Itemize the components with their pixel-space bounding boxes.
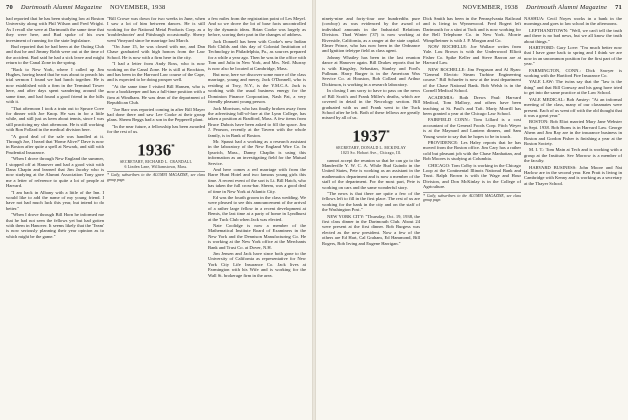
column-paragraph: "When I drove through Bill Horn he informed me that he had not seen the fellows yet but had gotten with them in Hanover. It seems likely that the 'Team' is now seriously planning their year opinion as to which might be the game." — [6, 212, 104, 239]
column-paragraph: "When I drove through New England the summer, I stopped off at Hanover and had a good visit with Dana Chapin and learned that Jim Jacoby who is now studying at the Alumni Association Tony gave me a letter of reference to quite a lot of people at Harvard. — [6, 156, 104, 189]
left-magazine-title: Dartmouth Alumni Magazine — [20, 4, 102, 11]
column-paragraph: NASHUA: Cecil Noyes works in a bank in the mornings and goes to law school in the afternoons. — [524, 16, 622, 27]
column-paragraph: YALE LAW: The twins say that the "law is the thing" and that Bill Conway and his gang have tried to get into the same practice at the Law School. — [524, 79, 622, 96]
right-issue-date: NOVEMBER, 1938 — [462, 4, 519, 11]
column-paragraph: PROVIDENCE: Les Haley reports that he has moved from the Boston office. Jim Cary has a rather cold but pleasant job with the Chase Manhattan, and Bob Moores is studying at Columbia. — [423, 139, 521, 162]
column-paragraph: Jack Donnell has been with Cooke's new Indian Bob Childs and this day of Colonial Institution of Technology in Philadelphia, Pa., as sources prepared for a while a year ago. Then he was in the office with Tom and Julia in New York, and Mrs. Neil. Murray is now also be located at Cambridge, Mass. — [208, 38, 306, 71]
column-paragraph: YALE MEDICAL: Bob Anstey: "At an informal meeting of the class, many of our classmates were present. Each of us went off with the old thought that it was a great year." — [524, 96, 622, 118]
right-magazine-title: Dartmouth Alumni Magazine — [526, 4, 608, 11]
column-paragraph: Jack Morrison, who has finally broken away from the advertising bill-of-fare at the Lynn College, has taken a position at Bradford, Mass. A few items from Bruce Dubois have been asked to fill the space. Jim J. Pearson, recently at the Tavern with the whole family, is in Bank of Boston. — [208, 105, 306, 138]
class-secretary-1937: SECRETARY, DONALD L. MCKINLAY 1023 So. Hobart Ave., Chicago, Ill. — [335, 146, 407, 155]
column-paragraph: Mr. Spaust had a working as a research assistant in the laboratory of the New England Wire Co. In Ipswich, Mass., Danny Chaplin is using this information as an investigating field for the Mutual Service. — [208, 138, 306, 166]
column-5 — [423, 16, 521, 414]
column-paragraph: "A good deal of the sale was handled at it. Through Joe, I heard that 'Home Alive?' Dave is now in Boston after quite a spell at Newark, and still with Prudential Insurance. — [6, 133, 104, 155]
column-paragraph: CHICAGO: Tom Colby is working in the Chicago Loop at the Continental Illinois National Bank and Trust. Ralph Brown is with the Wage and Hour Division, and Don McKinlay is in the College of Agriculture. — [423, 162, 521, 190]
column-paragraph: "I had a letter from Andy Ross, who is now working on the Canal Zone. He is still at Brockton, and has been in the Harvard Law course of the Cape, and is expected to be doing prosper well. — [107, 61, 205, 83]
column-paragraph: FAIRFIELD CONN.: Tom Lillard is a cost accountant of the General Foods Corp. Fitch Weyer is at the Maynard and Lantern dinners, and Sam Young wrote to say that he hopes to be in touch. — [423, 117, 521, 139]
column-paragraph: Nate Coolidge is now a member of the Mathematical Institute Board of Examiners in the New York and the Dennison Manufacturing Co. He is working at the New York office at the Merchants Bank and Trust Co. at Dover, N.H. — [208, 223, 306, 250]
left-running-head — [6, 4, 306, 11]
column-paragraph: FARMINGTON, CONN.: Dick Sawyer is working with the Hartford Fire Insurance Co. — [524, 67, 622, 79]
left-folio: 70 — [6, 4, 13, 11]
column-3 — [208, 16, 306, 414]
column-6 — [524, 16, 622, 414]
column-paragraph: Jim Jensen and Jack have since both gone to the University of California as representative for New York City Life Insurance Co. Jack lives at Farmington with his Wife and is working for the Wall St. brokerage firm in the area. — [208, 251, 306, 278]
column-paragraph: had reported that he has been studying law at Boston University along with Phil Wilson and Fred Wright. As I recall she were at Dartmouth the same time that they were here, and Bud spoke of his own investment of running for the state legislature. — [6, 16, 104, 43]
right-running-head — [322, 4, 622, 11]
column-paragraph: "Bill Crowe was down for two weeks in June, when I saw a lot of him between dances. He is still working for the National Metal Products Corp. as a 'troubleshooter' and Pittsburgh occasionally. Sherry went Vineyard since he marriage last March. — [107, 16, 205, 43]
right-page — [316, 0, 628, 420]
class-year-heading-1936: 1936* — [137, 140, 175, 160]
column-paragraph: ACADEMIA: Both Drews Paul: Harvard Medical, Tom Mallory, and others have been teaching at St. Paul's and Taft. Marty Morrill has been granted a year at the Chicago Law School. — [423, 94, 521, 116]
column-4 — [322, 16, 420, 414]
column-paragraph: NEW ROCHELLE: Jim Ferguson and Al Ryan: "General Electric Steam Turbine Engineering course." Bill Schaefer is now at the trust department of the Chase National Bank. Bob Welsh is in the Cornell Medical School. — [423, 66, 521, 94]
column-paragraph: Johnny Whatley has been in the last reunion dance at Hanover again. Bill Drakes reports that he is with Kingsley, Sebastian, Stanley and Ford's Pullman. Harry Burger is in the American Wax Service Co. at Houston, Bob Collard and Arthur Dickinson, is working in a research laboratory. — [322, 54, 420, 87]
column-paragraph: "At the same time I visited Bill Hansen, who is now a bookkeeper and has a full-time position with a firm at Windham. He was dean of the department of Republican Club. — [107, 83, 205, 106]
class-year-heading-1937: 1937* — [352, 126, 390, 146]
column-paragraph: LEFTHANDTOWN: "Well, we can't tell the truth and there is no bad news, but we all know the truth about things." — [524, 27, 622, 44]
column-paragraph: ninety-nine and forty-four one hundredths pure (cowboy) as was evidenced by the award of individual amounts in the Industrial Relations Division. Thad Winter ('37) is now working at Riverside, California, as a ranger at the state capital. Elmer Prince, who has now been in the Ordnance and Ignition teletype field as class agent. — [322, 16, 420, 54]
column-paragraph: "That afternoon I took a train out to Spruce Cove for dinner with Joe Knop. He was in for a little while, and still just as keen about tennis, since I was still practicing my shot afternoon. He is still working with Ron Follard in the medical division here. — [6, 105, 104, 133]
column-paragraph: Dick Smith has been in the Pennsylvania Railroad and is living in Wynnewood. Fred Bogert left Dartmouth for a stint at Tuck and is now working for the Bell Telephone Co. in New York. Morrie Wimpfheimer is with J. P. Morgan and Co. — [423, 16, 521, 43]
class-footnote-1937: * Gaily, subscribers to the ALUMNI MAGAZINE, see class group page. — [423, 193, 521, 202]
column-paragraph: Ed was the fourth groom in the class wedding. We were pleased to see this announcement of the arrival of a rather large fellow in a recent development at Bemis, the last time at a party of home in Lyndhurst at the Tuck Club when Jack was elected. — [208, 195, 306, 222]
column-paragraph: "In the near future, a fellowship has been awarded for the rest of us. — [107, 123, 205, 135]
column-paragraph: Bud reported that he had been at the Outing Club and that he and Jimmy Robb were out at the time of the accident. Bud said he had a sick leave and might return to the Canal Zone in the spring. — [6, 44, 104, 66]
column-paragraph: M. I. T.: Tom Main at Tech and is working with a group at the Institute. Sev Morrow is a member of the faculty. — [524, 147, 622, 164]
column-paragraph: And here comes a red marriage with from the Barre Hunt Hotel and two famous young girls this time. A recent event of the sort is Lt. Bill Hatch, who has taken the full cross-bar. Sherm, was a good deal of time in New York at Atlantic City. — [208, 166, 306, 194]
class-secretary-1936: SECRETARY, RICHARD L. CRANDALL 6 Linden Lane, Williamstown, Mass. — [120, 160, 192, 169]
column-1 — [6, 16, 104, 414]
column-paragraph: NOW ROCHELLE: Joe Wallace writes from Yale. Lou Brown is with the Underwood Elliott Fisher Co. Spike Keller and Steve Barron are at Harvard Law. — [423, 44, 521, 66]
column-paragraph: a few miles from the registration point of Les Meyel. And so we drove the lot of base facts uncontrolled by the dynamic ideas. Brian Cooke was largely as before, scoring their part in the changes of address. — [208, 16, 306, 38]
column-paragraph: HARVARD BUSINESS: John Moore and Nat Harlow are in the second year. Ken Pratt is living in Cambridge with Kenny and is working as a secretary at the Thayer School. — [524, 164, 622, 186]
right-folio: 71 — [615, 4, 622, 11]
column-paragraph: "Back to New York, where I called up Jim Hughes, having heard that he was about to preach his trial sermon I found we had lunch together. He is now established with a firm in the Terminal Tower here, and after days spent wandering around the same time, and had found a good friend in the hills with it. — [6, 66, 104, 105]
column-paragraph: "I am back in Albany with a little of the Inn. I would like to add the name of my young friend. I have not had much luck this year, but intend to do better." — [6, 189, 104, 211]
column-paragraph: "The news is that there are quite a few of the fellows left to fill in the first place. The rest of us are working for the bank in the city and on the staff of the Washington Post." — [322, 191, 420, 213]
left-issue-date: NOVEMBER, 1938 — [109, 4, 166, 11]
column-paragraph: NEW YORK CITY: "Thursday, Oct. 19, 1938, the first class dinner in the Dartmouth Club. About 24 were present at the first dinner. Bob Burgess was elected as the new president. Now a few of the others are Ed Hart, Cal Graham, Ed Hammond, Bill Rogers, Bob Irving and Eugene Harrigan." — [322, 213, 420, 246]
class-footnote-1936: * Gaily, subscribers to the ALUMNI MAGAZINE, see class group page. — [107, 173, 205, 182]
column-paragraph: In closing I am sorry to have to pass on the news of Bill Scott's and Frank Miller's deaths, which are covered in detail in the Necrology section. Bill graduated with us and Frank went to the Tuck School after he left. Both of these fellows are greatly missed by all of us. — [322, 88, 420, 121]
column-2 — [107, 16, 205, 414]
column-paragraph: HARTFORD: Gary Love: "I'm much better now that I have gone back to spring and I think we are now in an uncommon position for the first part of the year." — [524, 45, 622, 67]
column-paragraph: cannot accept the reunion so that he can go to the Mandeville Y. W. C. A. While Bud Guindo in the United States, Pete is working as an assistant in the mathematics department and is now a member of the staff of the department. For the most part, Pete is working on cars and the same wonderful story. — [322, 157, 420, 190]
left-page — [0, 0, 312, 420]
column-paragraph: "On June 15, he was closed with me, and Dan Chase graduated with high honors from the Law School. He is now with a firm here in the city. — [107, 44, 205, 60]
column-paragraph: But now, here we discover some more of the class marriage, young and merry, Jack O'Donnell, who is residing at Troy, N.Y., is the Y.M.C.A. Jack is working with the usual business energy for the Dominion Finance Corporation, Nash Pat, a very friendly pleasant young person. — [208, 72, 306, 105]
column-paragraph: BOSTON: Bob Eliot married Mary Jane Webster in Sept. 1938. Bob Burns is in Harvard Law. George Ahern and Jim Ray are in the insurance business in Boston and Gordon Fisher is finishing a year at the Boston Society. — [524, 119, 622, 146]
column-paragraph: "Joe Barr was reported coming in after Bill Mayer had done there and saw Lee Cooke at their group plans. Sherm Beggs had a son in the Pepperell plant. — [107, 106, 205, 123]
